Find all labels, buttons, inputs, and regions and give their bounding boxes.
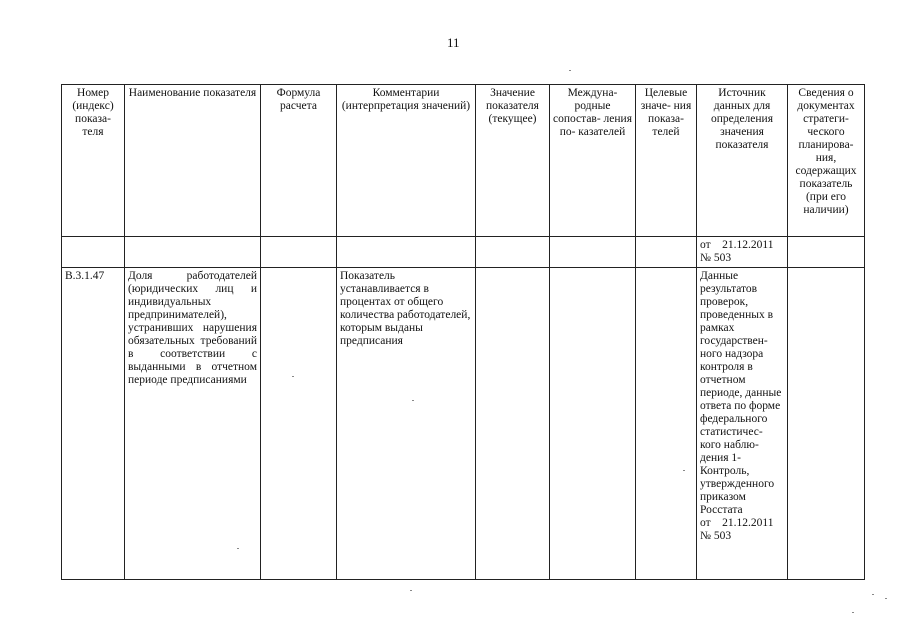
header-comment: Комментарии (интерпретация значений) bbox=[337, 85, 476, 237]
cell-documents bbox=[788, 268, 865, 580]
source-number: № 503 bbox=[700, 252, 732, 264]
scan-speck bbox=[872, 594, 874, 595]
cell-current-value bbox=[476, 268, 550, 580]
cell-target bbox=[636, 268, 697, 580]
source-number: № 503 bbox=[700, 530, 732, 542]
scan-speck bbox=[292, 376, 294, 377]
cell-formula bbox=[261, 268, 337, 580]
cell-empty bbox=[476, 237, 550, 268]
cell-empty bbox=[788, 237, 865, 268]
header-row bbox=[62, 85, 865, 237]
scan-speck bbox=[237, 548, 239, 549]
cell-empty bbox=[261, 237, 337, 268]
header-international: Междуна- родные сопостав- ления по- казателей bbox=[550, 85, 636, 237]
source-main: Данные результатов проверок, проведенных в рамках государствен- ного надзора контроля в отчетном периоде, данные ответа по форме федерального статистичес- кого наблю- дения 1-Контроль, утвержденного приказом Росстата bbox=[700, 270, 782, 516]
cell-source bbox=[697, 268, 788, 580]
cell-index: В.3.1.47 bbox=[62, 268, 125, 580]
header-documents: Сведения о документах стратеги- ческого планирова- ния, содержащих показатель (при его наличии) bbox=[788, 85, 865, 237]
scan-speck bbox=[410, 590, 412, 591]
table-row bbox=[62, 268, 865, 580]
continuation-row bbox=[62, 237, 865, 268]
source-date: от 21.12.2011 bbox=[700, 239, 774, 251]
header-current-value: Значение показателя (текущее) bbox=[476, 85, 550, 237]
page-number: 11 bbox=[447, 35, 460, 50]
scan-speck bbox=[412, 400, 414, 401]
header-target: Целевые значе- ния показа- телей bbox=[636, 85, 697, 237]
scan-speck bbox=[683, 470, 685, 471]
cell-empty bbox=[62, 237, 125, 268]
cell-empty bbox=[125, 237, 261, 268]
cell-empty bbox=[636, 237, 697, 268]
scan-speck bbox=[885, 598, 887, 599]
cell-comment: Показатель устанавливается в процентах от общего количества работодателей, которым выданы предписания bbox=[337, 268, 476, 580]
header-index: Номер (индекс) показа- теля bbox=[62, 85, 125, 237]
cell-international bbox=[550, 268, 636, 580]
header-formula: Формула расчета bbox=[261, 85, 337, 237]
header-name: Наименование показателя bbox=[125, 85, 261, 237]
cell-empty bbox=[337, 237, 476, 268]
header-source: Источник данных для определения значения показателя bbox=[697, 85, 788, 237]
scan-speck bbox=[852, 612, 854, 613]
cell-source-continuation bbox=[697, 237, 788, 268]
source-date: от 21.12.2011 bbox=[700, 517, 774, 529]
scan-speck bbox=[569, 70, 571, 71]
cell-name: Доля работодателей (юридических лиц и индивидуальных предпринимателей), устранивших нарушения обязательных требований в соответствии с выданными в отчетном периоде предписаниями bbox=[125, 268, 261, 580]
indicators-table bbox=[61, 84, 865, 580]
cell-empty bbox=[550, 237, 636, 268]
